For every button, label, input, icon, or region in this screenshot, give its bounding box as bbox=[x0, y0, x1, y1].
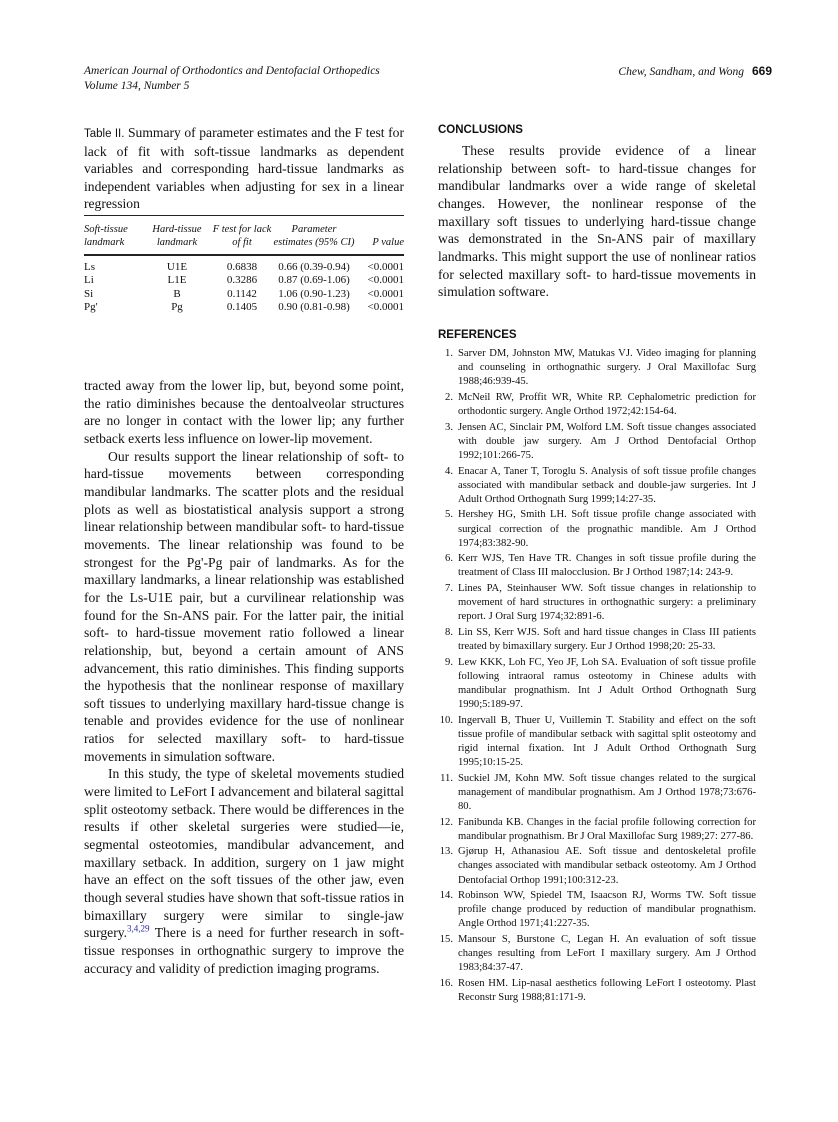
references-heading: REFERENCES bbox=[438, 329, 517, 341]
cell-p: <0.0001 bbox=[367, 300, 404, 313]
table-row bbox=[84, 274, 404, 287]
reference-text: Hershey HG, Smith LH. Soft tissue profile change associated with surgical correction of the prognathic mandible. Am J Orthod 1974;83:382-90. bbox=[458, 509, 756, 549]
reference-number: 10. bbox=[439, 714, 453, 726]
cell-param: 0.90 (0.81-0.98) bbox=[278, 300, 350, 313]
reference-number: 6. bbox=[445, 553, 453, 565]
journal-title: American Journal of Orthodontics and Dentofacial Orthopedics bbox=[84, 65, 380, 77]
cell-ftest: 0.1405 bbox=[226, 300, 258, 313]
discussion-body bbox=[84, 377, 404, 977]
paragraph-text: In this study, the type of skeletal movements studied were limited to LeFort I advancement and bilateral sagittal split osteotomy setback. There would be differences in the results if other skeletal surgeries were studied—ie, segmental osteotomies, mandibular advancement, and maxillary setback. In addition, surgery on 1 jaw might have an effect on the soft tissues of the other jaw, even though several studies have shown that soft-tissue ratios in bimaxillary surgery were similar to single-jaw surgery. bbox=[84, 766, 404, 941]
reference-number: 3. bbox=[445, 421, 453, 433]
reference-list bbox=[438, 347, 756, 1005]
table-label: Table II. bbox=[84, 128, 125, 140]
cell-p: <0.0001 bbox=[367, 274, 404, 287]
reference-item bbox=[438, 626, 756, 654]
cell-soft: Si bbox=[84, 287, 94, 300]
reference-number: 2. bbox=[445, 391, 453, 403]
reference-text: Suckiel JM, Kohn MW. Soft tissue changes related to the surgical management of mandibular prognathism. Am J Orthod 1978;73:676-80. bbox=[458, 772, 756, 812]
table-row bbox=[84, 255, 404, 274]
reference-item bbox=[438, 582, 756, 624]
reference-number: 13. bbox=[439, 846, 453, 858]
cell-soft: Li bbox=[84, 274, 94, 287]
table-caption bbox=[84, 124, 404, 212]
running-head-right bbox=[618, 64, 772, 80]
table-row bbox=[84, 301, 404, 314]
reference-item bbox=[438, 552, 756, 580]
cell-p: <0.0001 bbox=[367, 287, 404, 300]
reference-number: 15. bbox=[439, 934, 453, 946]
references-section bbox=[438, 329, 756, 1007]
table-caption-text: Summary of parameter estimates and the F test for lack of fit with soft-tissue landmarks as dependent variables and corresponding hard-tissue landmarks as independent variables when adjusting for sex in a linear regression bbox=[84, 125, 404, 211]
reference-text: Gjørup H, Athanasiou AE. Soft tissue and dentoskeletal profile changes associated with mandibular setback osteotomy. Am J Orthod Dentofacial Orthop 1991;100:312-23. bbox=[458, 846, 756, 886]
cell-ftest: 0.3286 bbox=[226, 274, 258, 287]
conclusions-section bbox=[438, 124, 756, 301]
reference-text: Ingervall B, Thuer U, Vuillemin T. Stability and effect on the soft tissue profile of mandibular setback with sagittal split osteotomy and rigid internal fixation. Int J Adult Orthod Orthognath Surg 1995;10:15-25. bbox=[458, 714, 756, 768]
reference-number: 12. bbox=[439, 816, 453, 828]
reference-number: 7. bbox=[445, 583, 453, 595]
reference-text: Sarver DM, Johnston MW, Matukas VJ. Video imaging for planning and counseling in orthognathic surgery. J Oral Maxillofac Surg 1988;46:939-45. bbox=[458, 348, 756, 388]
journal-volume: Volume 134, Number 5 bbox=[84, 80, 190, 92]
reference-item bbox=[438, 508, 756, 550]
cell-soft: Pg' bbox=[84, 300, 98, 313]
reference-item bbox=[438, 656, 756, 712]
paragraph-text: There is a need for further research in soft-tissue responses in orthognathic surgery to improve the accuracy and validity of prediction imaging programs. bbox=[84, 925, 404, 976]
reference-number: 9. bbox=[445, 656, 453, 668]
reference-text: McNeil RW, Proffit WR, White RP. Cephalometric prediction for orthodontic surgery. Angle Orthod 1972;42:154-64. bbox=[458, 391, 756, 417]
reference-item bbox=[438, 889, 756, 931]
running-head-left bbox=[84, 64, 380, 94]
conclusions-heading: CONCLUSIONS bbox=[438, 124, 523, 136]
reference-item bbox=[438, 465, 756, 507]
reference-item bbox=[438, 714, 756, 770]
paragraph: tracted away from the lower lip, but, beyond some point, the ratio diminishes because the dentoalveolar structures are no longer in contact with the lower lip; any further setback exerts less influence on lower-lip movement. bbox=[84, 378, 404, 446]
reference-text: Lew KKK, Loh FC, Yeo JF, Loh SA. Evaluation of soft tissue profile following intraoral ramus osteotomy in Chinese adults with mandibular prognathism. Int J Adult Orthod Orthognath Surg 1990;5:189-97. bbox=[458, 656, 756, 710]
header-soft-tissue: Soft-tissue landmark bbox=[84, 224, 128, 248]
reference-text: Lines PA, Steinhauser WW. Soft tissue changes in relationship to movement of hard structures in orthognathic surgery: a preliminary report. J Oral Surg 1974;32:891-6. bbox=[458, 583, 756, 623]
reference-text: Lin SS, Kerr WJS. Soft and hard tissue changes in Class III patients treated by bimaxillary surgery. Eur J Orthod 1998;20: 25-33. bbox=[458, 626, 756, 653]
reference-number: 8. bbox=[445, 626, 453, 638]
reference-text: Robinson WW, Spiedel TM, Isaacson RJ, Worms TW. Soft tissue profile change produced by reduction of mandibular prognathism. Angle Orthod 1971;41:227-35. bbox=[458, 890, 756, 930]
cell-soft: Ls bbox=[84, 261, 95, 274]
header-p-value: P value bbox=[372, 236, 404, 248]
reference-text: Enacar A, Taner T, Toroglu S. Analysis of soft tissue profile changes associated with mandibular setback and double-jaw surgeries. Int J Adult Orthod Orthognath Surg 1999;14:27-35. bbox=[458, 465, 756, 505]
cell-p: <0.0001 bbox=[367, 261, 404, 274]
citation-link[interactable]: 3,4,29 bbox=[127, 923, 150, 934]
cell-param: 0.87 (0.69-1.06) bbox=[278, 274, 350, 287]
reference-item bbox=[438, 845, 756, 887]
cell-param: 1.06 (0.90-1.23) bbox=[278, 287, 350, 300]
header-f-test: F test for lack of fit bbox=[212, 224, 272, 248]
parameter-table bbox=[84, 216, 404, 314]
reference-text: Rosen HM. Lip-nasal aesthetics following LeFort I osteotomy. Plast Reconstr Surg 1988;81:171-9. bbox=[458, 977, 756, 1004]
reference-number: 4. bbox=[445, 465, 453, 477]
running-head bbox=[84, 64, 772, 94]
cell-param: 0.66 (0.39-0.94) bbox=[278, 261, 350, 274]
cell-hard: B bbox=[173, 287, 181, 300]
reference-number: 11. bbox=[440, 772, 453, 784]
reference-text: Jensen AC, Sinclair PM, Wolford LM. Soft tissue changes associated with double jaw surgery. Am J Orthod Dentofacial Orthop 1992;101:266-75. bbox=[458, 421, 756, 461]
reference-item bbox=[438, 391, 756, 419]
table-block bbox=[84, 124, 404, 314]
cell-hard: L1E bbox=[167, 274, 187, 287]
reference-item bbox=[438, 772, 756, 814]
reference-text: Fanibunda KB. Changes in the facial profile following correction for mandibular prognathism. Br J Oral Maxillofac Surg 1989;27: 277-86. bbox=[458, 816, 756, 842]
reference-item bbox=[438, 977, 756, 1005]
reference-text: Mansour S, Burstone C, Legan H. An evaluation of soft tissue changes resulting from LeFort I maxillary surgery. Am J Orthod 1983;84:37-47. bbox=[458, 934, 756, 974]
cell-hard: Pg bbox=[171, 300, 183, 313]
header-parameter-estimates: Parameter estimates (95% CI) bbox=[273, 224, 355, 248]
page-number: 669 bbox=[751, 64, 772, 78]
reference-item bbox=[438, 421, 756, 463]
reference-number: 16. bbox=[439, 977, 453, 989]
header-hard-tissue: Hard-tissue landmark bbox=[152, 224, 202, 248]
conclusions-text: These results provide evidence of a linear relationship between soft- to hard-tissue changes for mandibular landmarks over a wide range of skeletal changes. However, the nonlinear response of the maxillary soft tissues to underlying hard-tissue change was demonstrated in the Sn-ANS pair of maxillary landmarks. This might support the use of nonlinear ratios for selected maxillary soft- to hard-tissue movements in simulation software. bbox=[438, 143, 756, 300]
cell-ftest: 0.6838 bbox=[226, 261, 258, 274]
reference-item bbox=[438, 347, 756, 389]
paragraph bbox=[84, 765, 404, 977]
cell-ftest: 0.1142 bbox=[227, 287, 257, 300]
reference-number: 14. bbox=[439, 890, 453, 902]
cell-hard: U1E bbox=[166, 261, 188, 274]
table-row bbox=[84, 288, 404, 301]
paragraph: Our results support the linear relationship of soft- to hard-tissue movements between corresponding mandibular landmarks. The scatter plots and the residual plots as well as biostatistical analysis support a strong linear relationship between mandibular soft- to hard-tissue movements. The linear relationship was found to be strongest for the Pg'-Pg pair of landmarks. As for the maxillary landmarks, a linear relationship was established for the Ls-U1E pair, but a curvilinear relationship was found for the Sn-ANS pair. For the latter pair, the initial soft- to hard-tissue movement ratio followed a linear relationship, but, beyond a certain amount of ANS advancement, this ratio diminishes. This finding supports the hypothesis that the nonlinear response of maxillary soft tissues to underlying maxillary hard-tissue change is tenable and provides evidence for the use of nonlinear ratios for selected maxillary soft- to hard-tissue movements in simulation software. bbox=[84, 448, 404, 764]
reference-text: Kerr WJS, Ten Have TR. Changes in soft tissue profile during the treatment of Class III malocclusion. Br J Orthod 1987;14: 243-9. bbox=[458, 553, 756, 579]
reference-number: 5. bbox=[445, 509, 453, 521]
table-header-row bbox=[84, 216, 404, 255]
authors: Chew, Sandham, and Wong bbox=[618, 66, 744, 78]
reference-item bbox=[438, 933, 756, 975]
reference-number: 1. bbox=[445, 348, 453, 359]
reference-item bbox=[438, 816, 756, 844]
